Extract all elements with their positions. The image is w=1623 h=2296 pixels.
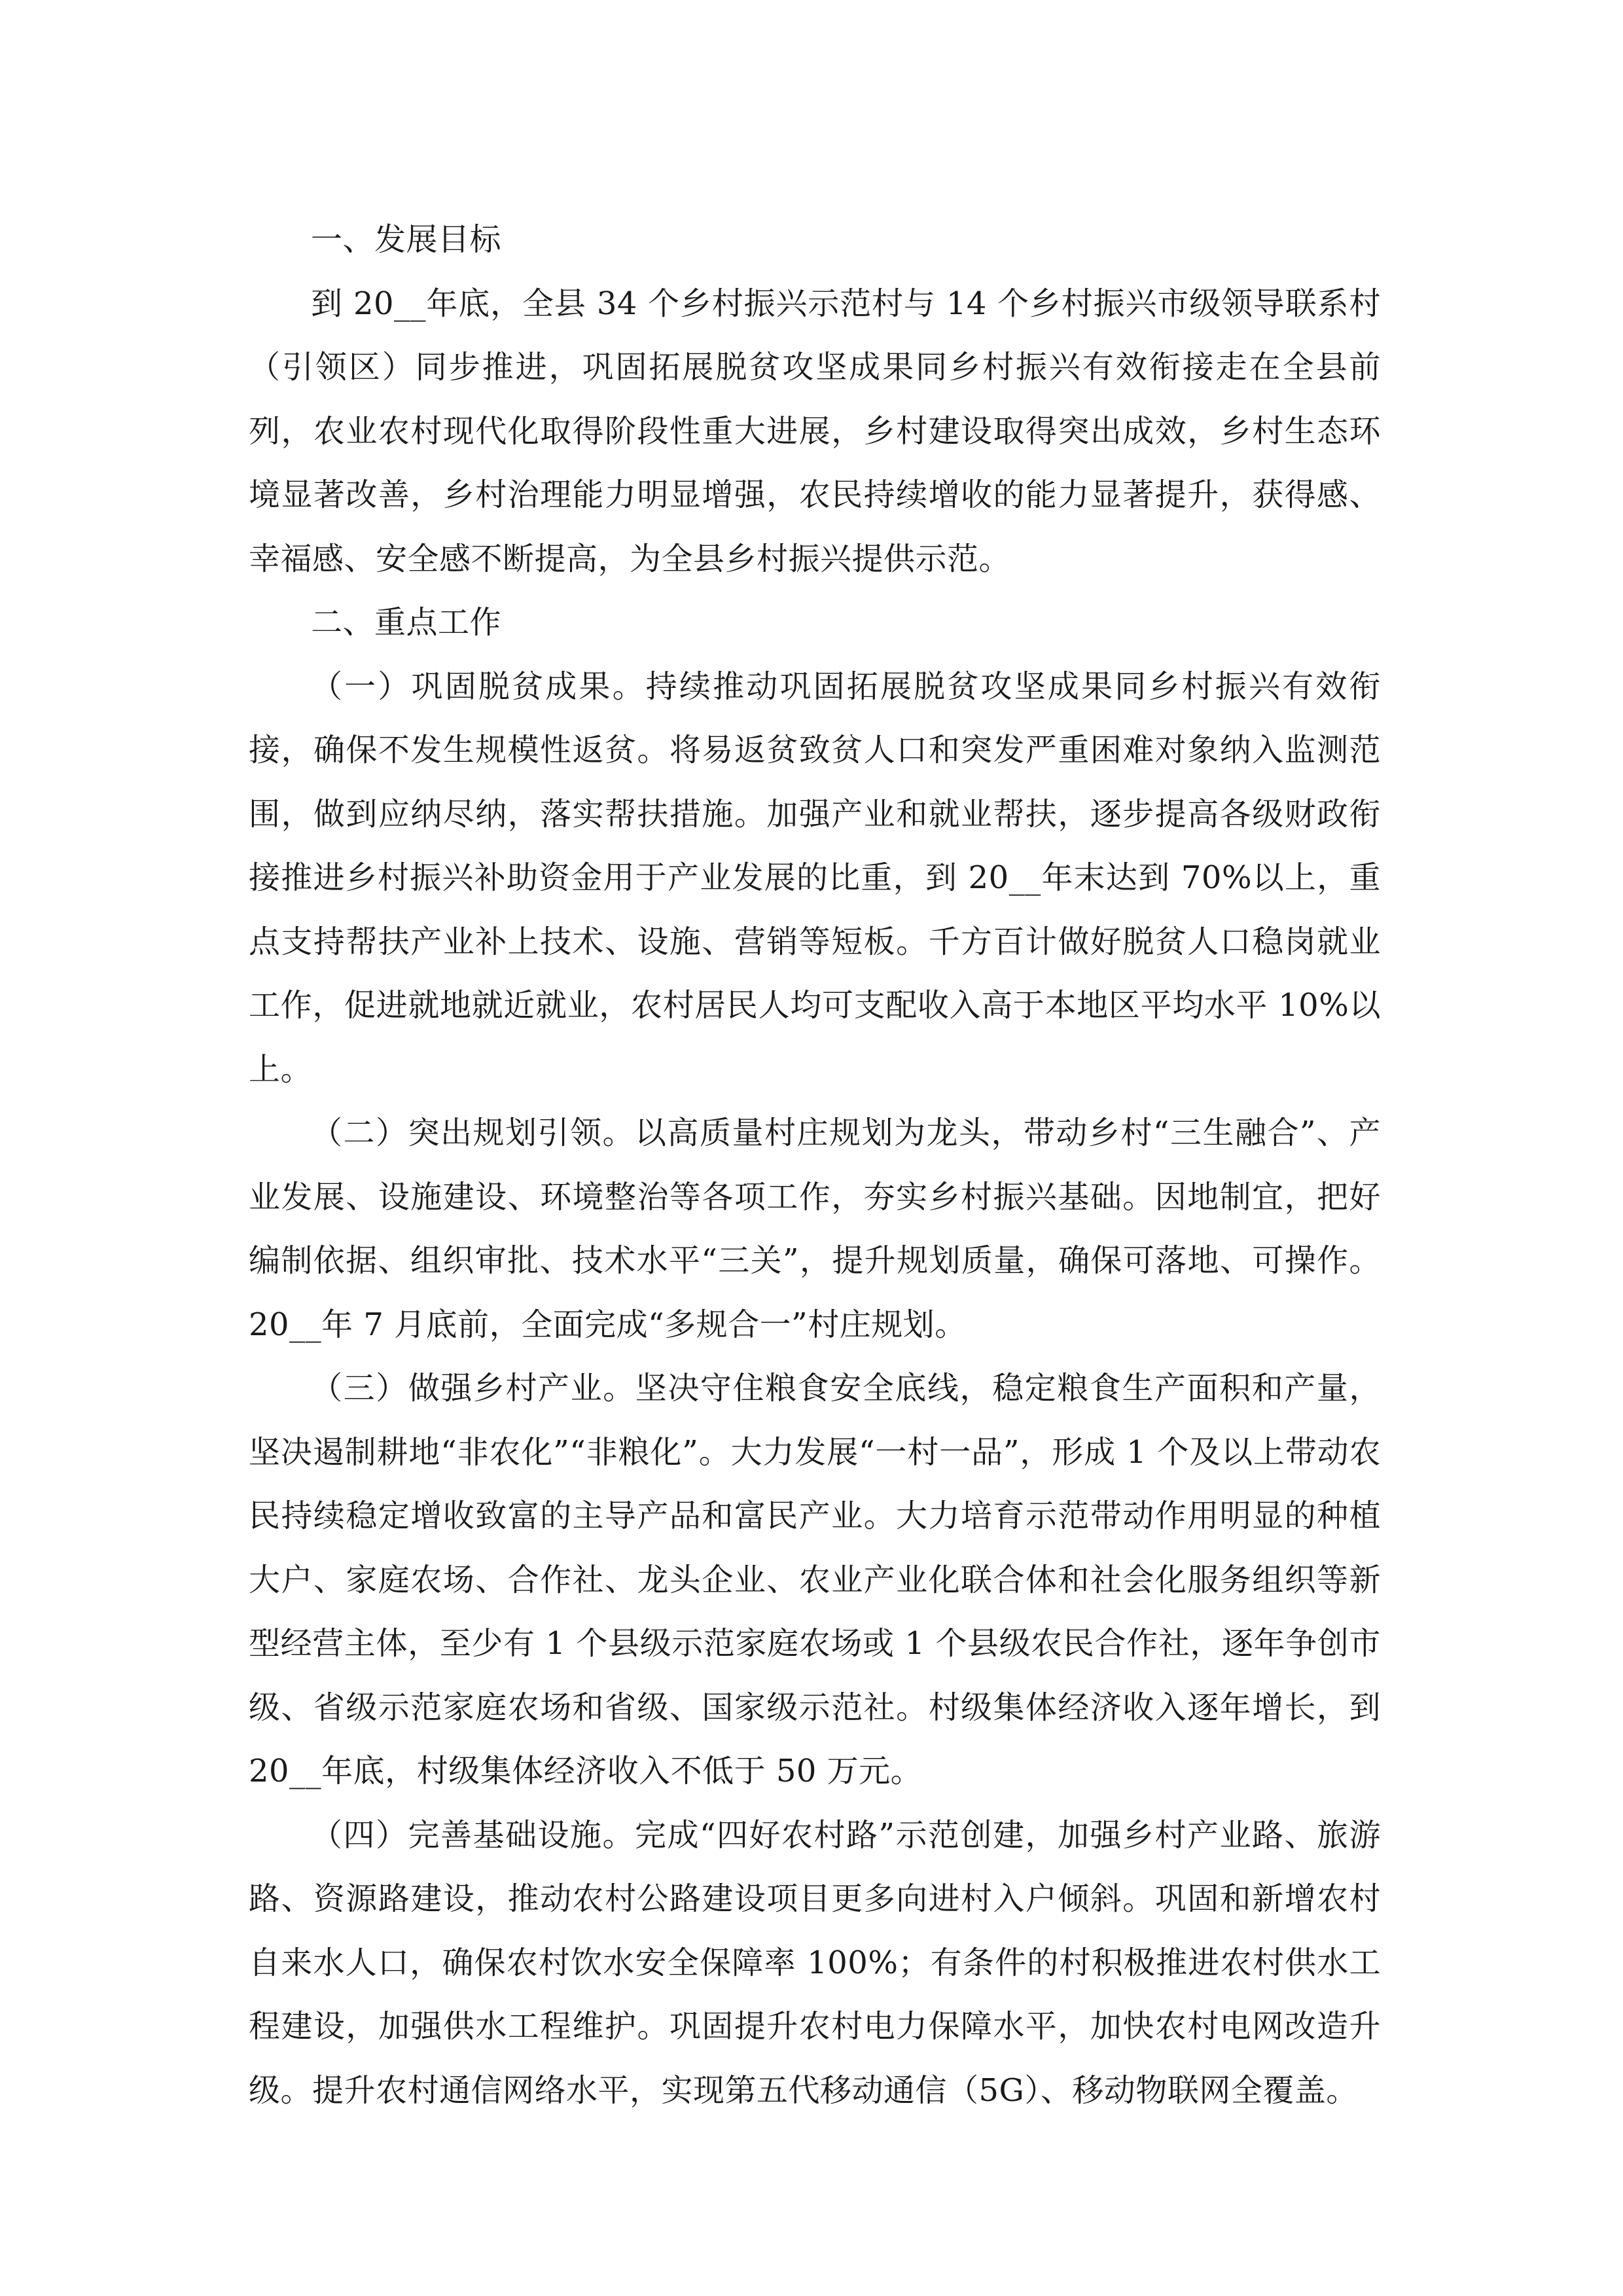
paragraph-infrastructure: （四）完善基础设施。完成“四好农村路”示范创建，加强乡村产业路、旅游路、资源路建设，推动农村公路建设项目更多向进村入户倾斜。巩固和新增农村自来水人口，确保农村饮水安全保障率 100%；有条件的村积极推进农村供水工程建设，加强供水工程维护。巩固提升农村电力保障水平，加快农村电网改造升级。提升农村通信网络水平，实现第五代移动通信（5G）、移动物联网全覆盖。 [249,1816,1381,2109]
paragraph-consolidate-poverty: （一）巩固脱贫成果。持续推动巩固拓展脱贫攻坚成果同乡村振兴有效衔接，确保不发生规模性返贫。将易返贫致贫人口和突发严重困难对象纳入监测范围，做到应纳尽纳，落实帮扶措施。加强产业和就业帮扶，逐步提高各级财政衔接推进乡村振兴补助资金用于产业发展的比重，到 20__年末达到 70%以上，重点支持帮扶产业补上技术、设施、营销等短板。千方百计做好脱贫人口稳岗就业工作，促进就地就近就业，农村居民人均可支配收入高于本地区平均水平 10%以上。 [249,668,1381,1088]
document-body [249,208,1381,2123]
paragraph-rural-industry: （三）做强乡村产业。坚决守住粮食安全底线，稳定粮食生产面积和产量，坚决遏制耕地“非农化”“非粮化”。大力发展“一村一品”，形成 1 个及以上带动农民持续稳定增收致富的主导产品和富民产业。大力培育示范带动作用明显的种植大户、家庭农场、合作社、龙头企业、农业产业化联合体和社会化服务组织等新型经营主体，至少有 1 个县级示范家庭农场或 1 个县级农民合作社，逐年争创市级、省级示范家庭农场和省级、国家级示范社。村级集体经济收入逐年增长，到 20__年底，村级集体经济收入不低于 50 万元。 [249,1370,1381,1789]
paragraph-planning: （二）突出规划引领。以高质量村庄规划为龙头，带动乡村“三生融合”、产业发展、设施建设、环境整治等各项工作，夯实乡村振兴基础。因地制宜，把好编制依据、组织审批、技术水平“三关”，提升规划质量，确保可落地、可操作。20__年 7 月底前，全面完成“多规合一”村庄规划。 [249,1115,1381,1343]
paragraph-goals: 到 20__年底，全县 34 个乡村振兴示范村与 14 个乡村振兴市级领导联系村（引领区）同步推进，巩固拓展脱贫攻坚成果同乡村振兴有效衔接走在全县前列，农业农村现代化取得阶段性重大进展，乡村建设取得突出成效，乡村生态环境显著改善，乡村治理能力明显增强，农民持续增收的能力显著提升，获得感、幸福感、安全感不断提高，为全县乡村振兴提供示范。 [249,285,1381,577]
section-heading-goals: 一、发展目标 [311,221,502,258]
section-heading-key-work: 二、重点工作 [311,604,502,641]
